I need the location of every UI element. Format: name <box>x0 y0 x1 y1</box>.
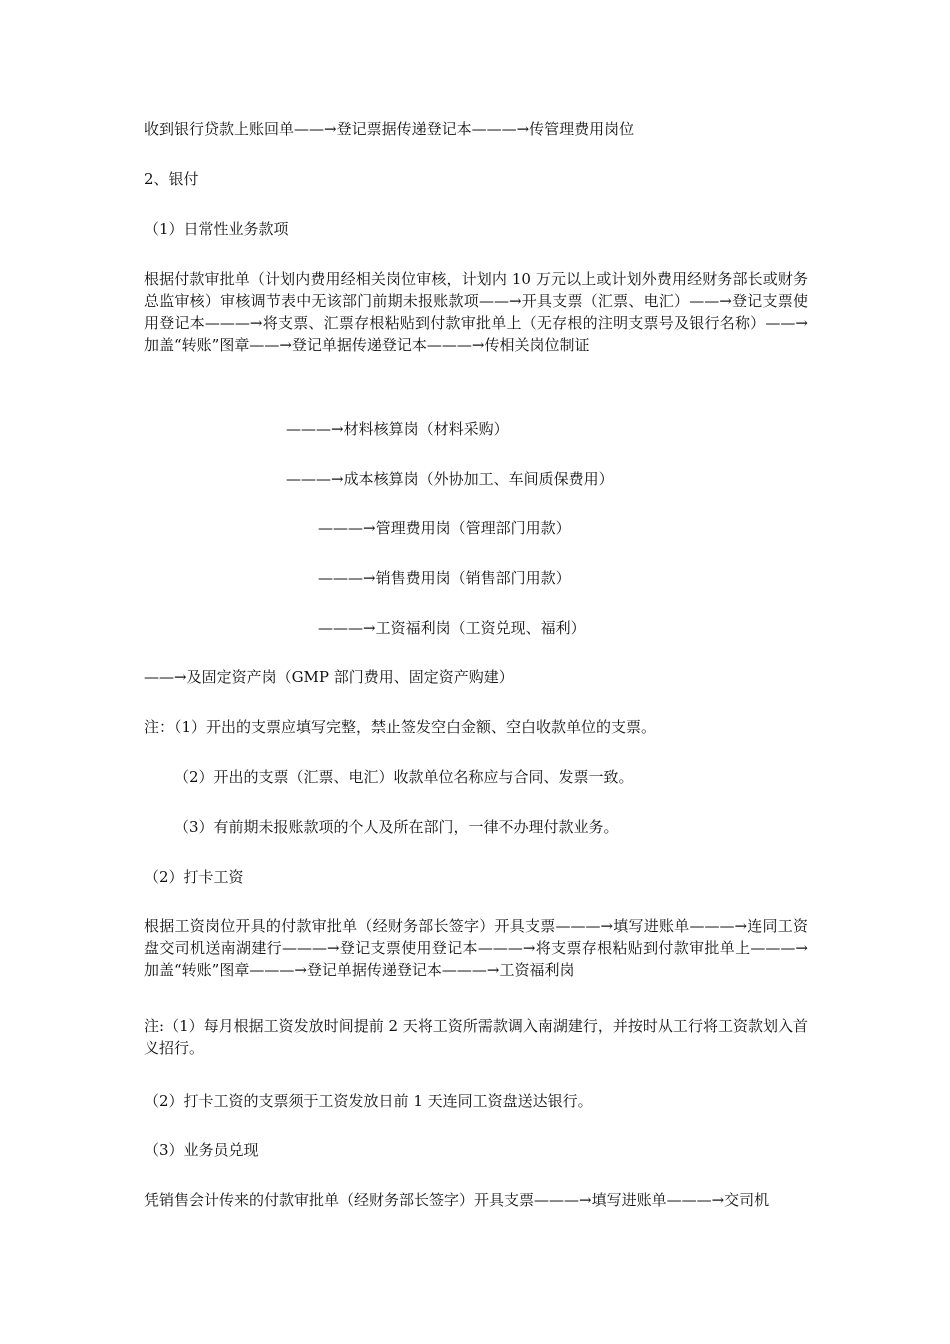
paragraph-bank-loan-receipt: 收到银行贷款上账回单——→登记票据传递登记本———→传管理费用岗位 <box>144 120 635 138</box>
paragraph-salesperson-bonus-procedure: 凭销售会计传来的付款审批单（经财务部长签字）开具支票———→填写进账单———→交司机 <box>144 1191 770 1209</box>
section-heading-bank-payment: 2、银付 <box>144 170 199 188</box>
subsection-heading-payroll-card: （2）打卡工资 <box>144 868 244 886</box>
note-payroll-cheque-deadline: （2）打卡工资的支票须于工资发放日前 1 天连同工资盘送达银行。 <box>144 1092 593 1110</box>
flow-item-admin-expenses: ———→管理费用岗（管理部门用款） <box>318 519 571 537</box>
paragraph-payroll-card-procedure: 根据工资岗位开具的付款审批单（经财务部长签字）开具支票———→填写进账单———→连同工资盘交司机送南湖建行———→登记支票使用登记本———→将支票存根粘贴到付款审批单上———→加盖“转账”图章———→登记单据传递登记本———→工资福利岗 <box>144 917 808 979</box>
subsection-heading-salesperson-bonus: （3）业务员兑现 <box>144 1141 259 1159</box>
flow-item-payroll-welfare: ———→工资福利岗（工资兑现、福利） <box>318 619 586 637</box>
subsection-heading-daily-payments: （1）日常性业务款项 <box>144 220 289 238</box>
note-payroll-fund-transfer: 注:（1）每月根据工资发放时间提前 2 天将工资所需款调入南湖建行，并按时从工行将工资款划入首义招行。 <box>144 1017 808 1057</box>
flow-item-materials-accounting: ———→材料核算岗（材料采购） <box>286 420 509 438</box>
paragraph-daily-payment-procedure: 根据付款审批单（计划内费用经相关岗位审核，计划内 10 万元以上或计划外费用经财务部长或财务总监审核）审核调节表中无该部门前期未报账款项——→开具支票（汇票、电汇）——→登记支票使用登记本———→将支票、汇票存根粘贴到付款审批单上（无存根的注明支票号及银行名称）——→加盖“转账”图章——→登记单据传递登记本———→传相关岗位制证 <box>144 270 808 354</box>
flow-item-cost-accounting: ———→成本核算岗（外协加工、车间质保费用） <box>286 470 614 488</box>
flow-item-fixed-assets: ——→及固定资产岗（GMP 部门费用、固定资产购建） <box>144 668 514 686</box>
note-2-payee-name-consistency: （2）开出的支票（汇票、电汇）收款单位名称应与合同、发票一致。 <box>174 768 634 786</box>
flow-item-sales-expenses: ———→销售费用岗（销售部门用款） <box>318 569 571 587</box>
note-1-cheque-completeness: 注：（1）开出的支票应填写完整，禁止签发空白金额、空白收款单位的支票。 <box>144 718 657 736</box>
note-3-outstanding-advances: （3）有前期未报账款项的个人及所在部门，一律不办理付款业务。 <box>174 818 619 836</box>
